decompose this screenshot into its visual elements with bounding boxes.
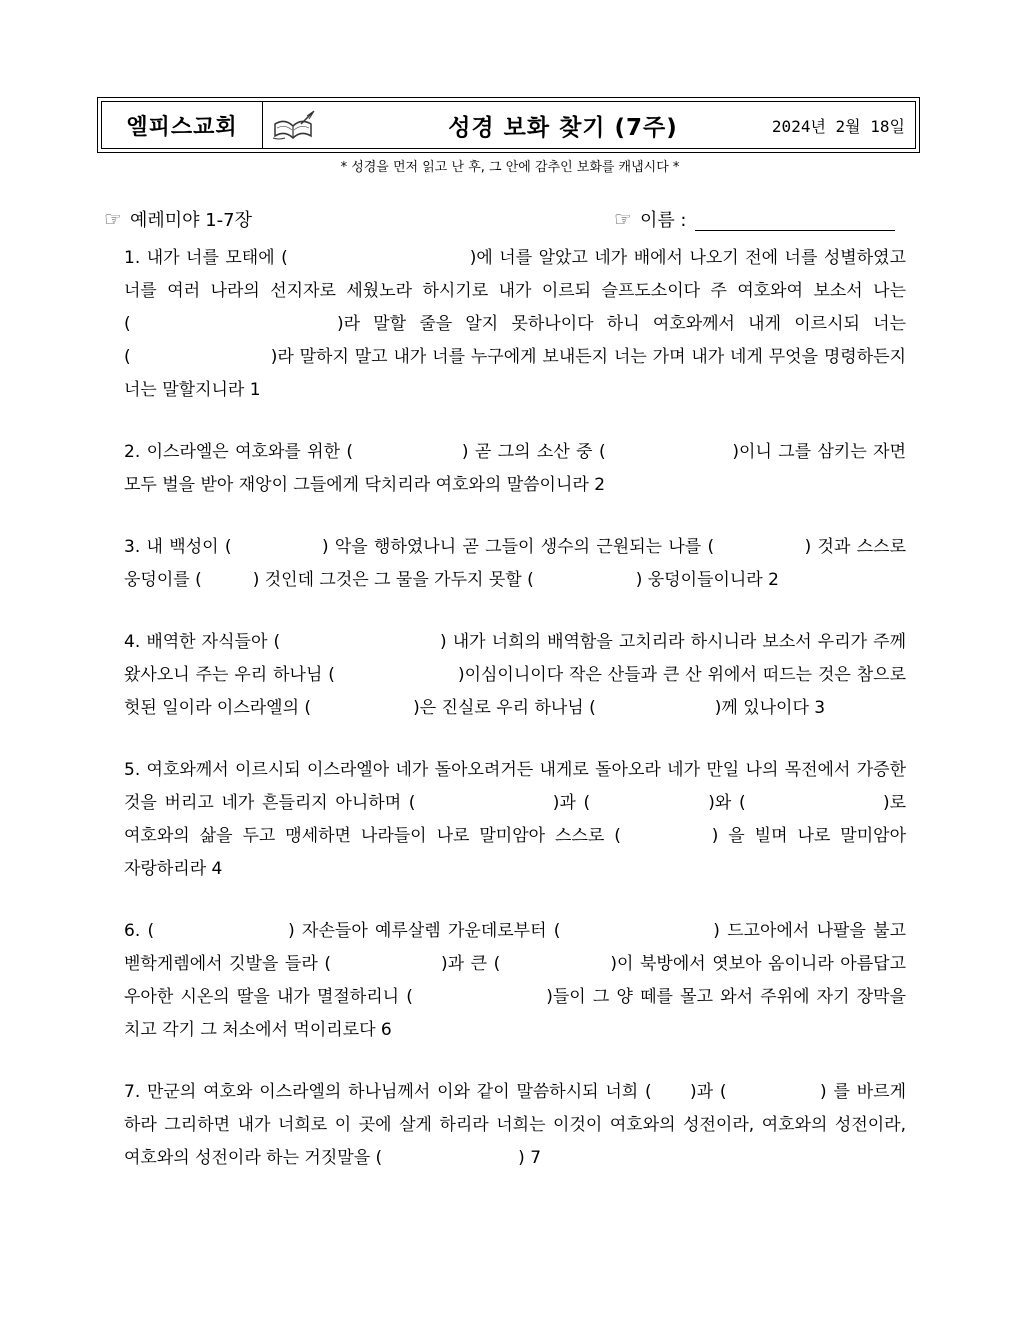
- question-4: 4. 배역한 자식들아 ( ) 내가 너희의 배역함을 고치리라 하시니라 보소서 우리가 주께 왔사오니 주는 우리 하나님 ( )이심이니이다 작은 산들과 큰 산 위에서 떠드는 것은 참으로 헛된 일이라 이스라엘의 ( )은 진실로 우리 하나님 ( )께 있나이다 3: [124, 632, 906, 718]
- date: 2024년 2월 18일: [771, 116, 905, 136]
- name-blank-line[interactable]: [695, 208, 895, 231]
- question-5: 5. 여호와께서 이르시되 이스라엘아 네가 돌아오려거든 내게로 돌아오라 네가 만일 나의 목전에서 가증한 것을 버리고 네가 흔들리지 아니하며 ( )과 ( )와 ( )로 여호와의 삶을 두고 맹세하면 나라들이 나로 말미암아 스스로 ( ) 을 빌며 나로 말미암아 자랑하리라 4: [124, 760, 906, 879]
- reference-text: 예레미야 1-7장: [129, 210, 252, 231]
- pointing-hand-icon: ☞: [614, 207, 632, 231]
- name-field: [614, 206, 895, 232]
- page-title: 성경 보화 찾기 (7주): [448, 114, 678, 141]
- pointing-hand-icon: ☞: [104, 207, 122, 231]
- question-6: 6. ( ) 자손들아 예루살렘 가운데로부터 ( ) 드고아에서 나팔을 불고 벧학게렘에서 깃발을 들라 ( )과 큰 ( )이 북방에서 엿보아 옴이니라 아름답고 우아한 시온의 딸을 내가 멸절하리니 ( )들이 그 양 떼를 몰고 와서 주위에 자기 장막을 치고 각기 그 처소에서 먹이리로다 6: [124, 921, 906, 1040]
- instruction: * 성경을 먼저 읽고 난 후, 그 안에 감추인 보화를 캐냅시다 *: [340, 160, 680, 175]
- reference: [104, 206, 252, 232]
- question-list: [124, 242, 906, 1204]
- book-quill-icon: [271, 110, 315, 142]
- church-name: 엘피스교회: [102, 102, 263, 148]
- header-inner: [101, 101, 916, 149]
- question-7: 7. 만군의 여호와 이스라엘의 하나님께서 이와 같이 말씀하시되 너희 ( )과 ( ) 를 바르게 하라 그리하면 내가 너희로 이 곳에 살게 하리라 너희는 이것이 여호와의 성전이라, 여호와의 성전이라, 여호와의 성전이라 하는 거짓말을 ( ) 7: [124, 1082, 906, 1168]
- title-cell: [263, 102, 915, 148]
- question-2: 2. 이스라엘은 여호와를 위한 ( ) 곧 그의 소산 중 ( )이니 그를 삼키는 자면 모두 벌을 받아 재앙이 그들에게 닥치리라 여호와의 말씀이니라 2: [124, 442, 906, 495]
- name-label: 이름 :: [639, 210, 687, 231]
- header-box: [97, 97, 920, 153]
- question-1: 1. 내가 너를 모태에 ( )에 너를 알았고 네가 배에서 나오기 전에 너를 성별하였고 너를 여러 나라의 선지자로 세웠노라 하시기로 내가 이르되 슬프도소이다 주 여호와여 보소서 나는 ( )라 말할 줄을 알지 못하나이다 하니 여호와께서 내게 이르시되 너는 ( )라 말하지 말고 내가 너를 누구에게 보내든지 너는 가며 내가 네게 무엇을 명령하든지 너는 말할지니라 1: [124, 248, 906, 400]
- question-3: 3. 내 백성이 ( ) 악을 행하였나니 곧 그들이 생수의 근원되는 나를 ( ) 것과 스스로 웅덩이를 ( ) 것인데 그것은 그 물을 가두지 못할 ( ) 웅덩이들이니라 2: [124, 537, 906, 590]
